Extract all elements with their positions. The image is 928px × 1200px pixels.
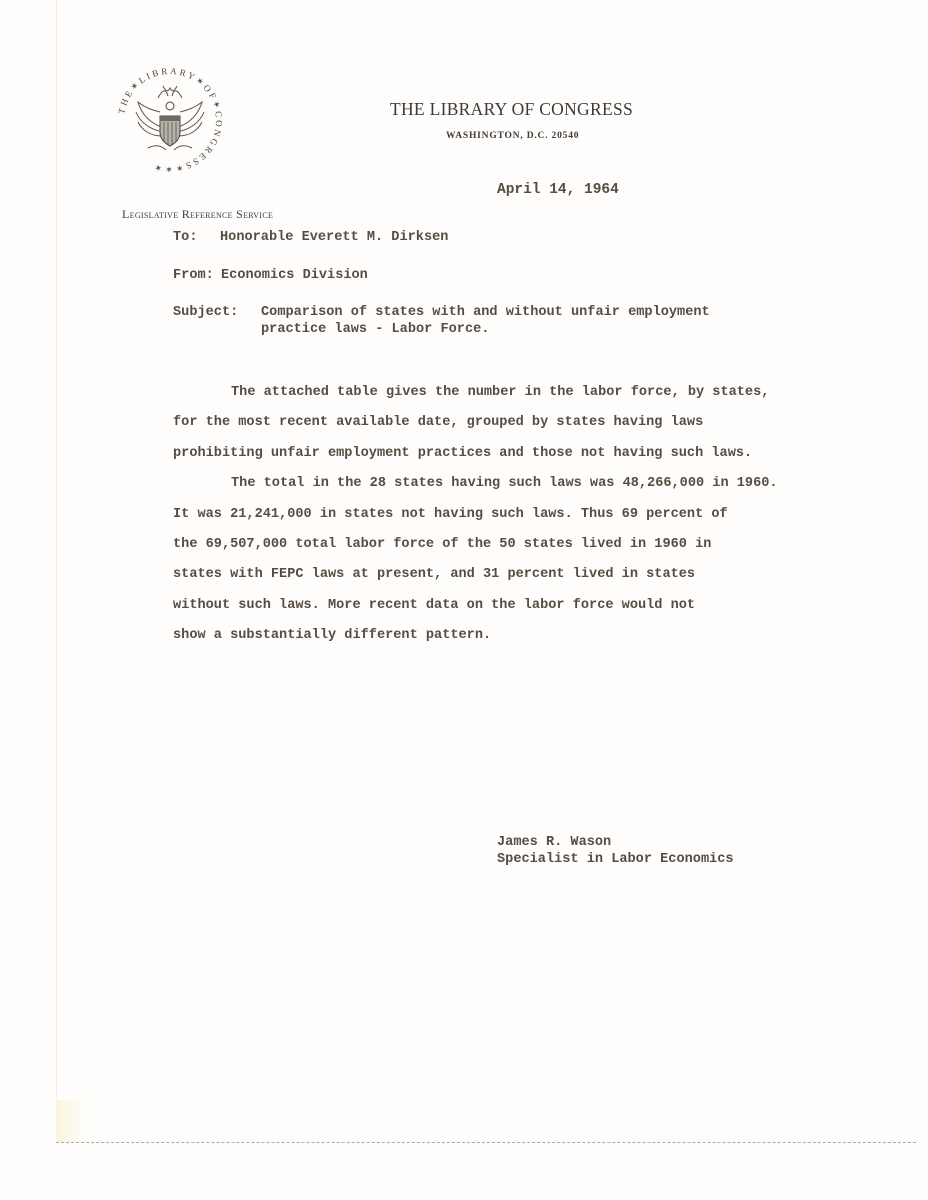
letterhead-title: THE LIBRARY OF CONGRESS bbox=[390, 99, 634, 119]
memo-subject-label: Subject: bbox=[173, 305, 239, 320]
body-paragraph-1-line-3: prohibiting unfair employment practices and those not having such laws. bbox=[173, 445, 753, 461]
letter-body bbox=[173, 378, 833, 652]
memo-subject-value bbox=[261, 304, 710, 338]
body-paragraph-2-line-4: states with FEPC laws at present, and 31 percent lived in states bbox=[173, 567, 696, 583]
memo-subject-line bbox=[173, 304, 710, 338]
letterhead-address: WASHINGTON, D.C. 20540 bbox=[446, 131, 580, 141]
memo-from-value: Economics Division bbox=[221, 268, 368, 283]
memo-subject-line-1: Comparison of states with and without unfair employment bbox=[261, 305, 710, 320]
body-paragraph-2-line-1: The total in the 28 states having such laws was 48,266,000 in 1960. bbox=[231, 476, 778, 492]
paper-stain bbox=[56, 1100, 86, 1142]
memo-from-label: From: bbox=[173, 268, 214, 283]
memo-subject-line-2: practice laws - Labor Force. bbox=[261, 322, 490, 337]
body-paragraph-1-line-2: for the most recent available date, grouped by states having laws bbox=[173, 415, 704, 431]
body-paragraph-2-line-3: the 69,507,000 total labor force of the 50 states lived in 1960 in bbox=[173, 537, 712, 553]
page-edge bbox=[56, 0, 57, 1140]
signature-block bbox=[497, 834, 734, 868]
body-paragraph-2-line-6: show a substantially different pattern. bbox=[173, 628, 492, 644]
memo-to-label: To: bbox=[173, 230, 198, 245]
body-paragraph-1-line-1: The attached table gives the number in the labor force, by states, bbox=[231, 385, 770, 400]
memo-to-line bbox=[173, 229, 448, 246]
signatory-title: Specialist in Labor Economics bbox=[497, 852, 734, 867]
body-paragraph-2-line-2: It was 21,241,000 in states not having such laws. Thus 69 percent of bbox=[173, 506, 728, 522]
library-of-congress-seal-icon bbox=[108, 62, 232, 178]
memo-from-line bbox=[173, 267, 368, 284]
letter-date: April 14, 1964 bbox=[497, 182, 619, 198]
department-name: Legislative Reference Service bbox=[122, 207, 274, 221]
svg-text:THE✶LIBRARY✶OF✶CONGRESS✶✶✶: THE✶LIBRARY✶OF✶CONGRESS✶✶✶ bbox=[116, 65, 225, 175]
signatory-name: James R. Wason bbox=[497, 835, 612, 850]
body-paragraph-2-line-5: without such laws. More recent data on the labor force would not bbox=[173, 597, 696, 613]
memo-to-value: Honorable Everett M. Dirksen bbox=[220, 230, 449, 245]
page-bottom-dashed-divider bbox=[56, 1142, 916, 1143]
